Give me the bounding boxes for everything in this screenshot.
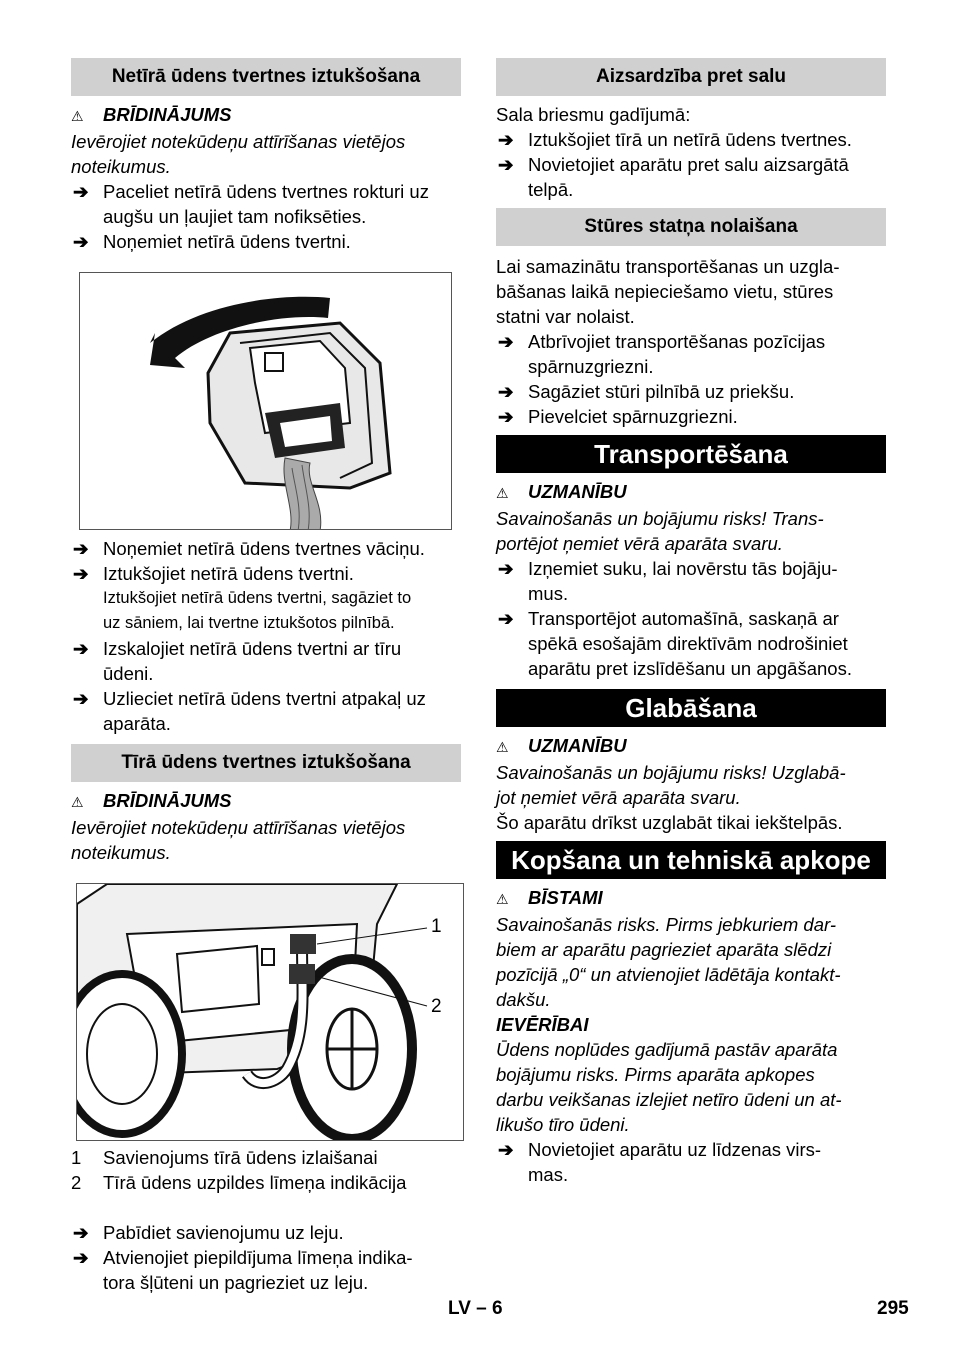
intro-text: Lai samazinātu transportēšanas un uzgla- bāšanas laikā nepieciešamo vietu, stūres statni var nolaist.	[496, 256, 840, 327]
warning-text: Ievērojiet notekūdeņu attīrīšanas vietējos noteikumus.	[71, 131, 406, 177]
step-item: ➔ Novietojiet aparātu pret salu aizsargātā telpā.	[498, 154, 849, 200]
callout-1: 1	[431, 916, 442, 937]
step-item: ➔ Uzlieciet netīrā ūdens tvertni atpakaļ uz aparāta.	[73, 688, 426, 734]
danger-label: ⚠ BĪSTAMI	[496, 885, 886, 912]
left-column	[71, 58, 461, 1295]
section-heading-steering: Stūres statņa nolaišana	[496, 208, 886, 246]
warning-text: Savainošanās un bojājumu risks! Trans- portējot ņemiet vērā aparāta svaru.	[496, 508, 824, 554]
legend-item: 2 Tīrā ūdens uzpildes līmeņa indikācija	[71, 1172, 407, 1193]
arrow-right-icon: ➔	[498, 381, 514, 402]
note-text: Iztukšojiet netīrā ūdens tvertni, sagāziet to uz sāniem, lai tvertne iztukšotos pilnībā.	[103, 589, 412, 632]
section-heading-storage: Glabāšana	[496, 689, 886, 727]
section-heading-frost: Aizsardzība pret salu	[496, 58, 886, 96]
warning-triangle-icon: ⚠	[496, 739, 509, 755]
warning-label: ⚠ UZMANĪBU	[496, 479, 886, 506]
warning-label: ⚠ BRĪDINĀJUMS	[71, 788, 461, 815]
arrow-right-icon: ➔	[498, 129, 514, 150]
arrow-right-icon: ➔	[498, 1139, 514, 1160]
section-heading-maintenance: Kopšana un tehniskā apkope	[496, 841, 886, 879]
warning-triangle-icon: ⚠	[496, 891, 509, 907]
arrow-right-icon: ➔	[73, 688, 89, 709]
step-item: ➔ Iztukšojiet netīrā ūdens tvertni.	[73, 563, 354, 584]
figure-clean-tank	[76, 883, 464, 1141]
warning-label: ⚠ BRĪDINĀJUMS	[71, 102, 461, 129]
arrow-right-icon: ➔	[73, 538, 89, 559]
right-column	[496, 58, 886, 1187]
tank-illustration	[80, 273, 452, 530]
page-number: 295	[877, 1298, 909, 1319]
warning-text: Savainošanās un bojājumu risks! Uzglabā- jot ņemiet vērā aparāta svaru.	[496, 762, 846, 808]
figure-dirty-tank-removal	[79, 272, 452, 530]
step-item: ➔ Paceliet netīrā ūdens tvertnes rokturi uz augšu un ļaujiet tam nofiksēties.	[73, 181, 429, 227]
arrow-right-icon: ➔	[498, 154, 514, 175]
danger-text: Savainošanās risks. Pirms jebkuriem dar- biem ar aparātu pagrieziet aparāta slēdzi pozīcijā „0“ un atvienojiet lādētāja kontakt- dakšu.	[496, 914, 841, 1010]
warning-text: Ievērojiet notekūdeņu attīrīšanas vietējos noteikumus.	[71, 817, 406, 863]
arrow-right-icon: ➔	[73, 181, 89, 202]
step-item: ➔ Noņemiet netīrā ūdens tvertnes vāciņu.	[73, 538, 425, 559]
step-item: ➔ Pievelciet spārnuzgriezni.	[498, 406, 738, 427]
warning-triangle-icon: ⚠	[71, 794, 84, 810]
section-heading-dirty-tank: Netīrā ūdens tvertnes iztukšošana	[71, 58, 461, 96]
arrow-right-icon: ➔	[498, 558, 514, 579]
step-item: ➔ Atvienojiet piepildījuma līmeņa indika- tora šļūteni un pagrieziet uz leju.	[73, 1247, 413, 1293]
arrow-right-icon: ➔	[498, 608, 514, 629]
arrow-right-icon: ➔	[73, 563, 89, 584]
arrow-right-icon: ➔	[498, 406, 514, 427]
section-heading-transport: Transportēšana	[496, 435, 886, 473]
arrow-right-icon: ➔	[498, 331, 514, 352]
arrow-right-icon: ➔	[73, 1222, 89, 1243]
legend-item: 1 Savienojums tīrā ūdens izlaišanai	[71, 1147, 378, 1168]
arrow-right-icon: ➔	[73, 638, 89, 659]
arrow-right-icon: ➔	[73, 1247, 89, 1268]
arrow-right-icon: ➔	[73, 231, 89, 252]
step-item: ➔ Iztukšojiet tīrā un netīrā ūdens tvertnes.	[498, 129, 852, 150]
body-text: Šo aparātu drīkst uzglabāt tikai iekštelpās.	[496, 812, 843, 833]
step-item: ➔ Novietojiet aparātu uz līdzenas virs- mas.	[498, 1139, 822, 1185]
note-text: Ūdens noplūdes gadījumā pastāv aparāta bojājumu risks. Pirms aparāta apkopes darbu veikšanas izlejiet netīro ūdeni un at- likušo tīro ūdeni.	[496, 1039, 842, 1135]
note-label: IEVĒRĪBAI	[496, 1014, 589, 1035]
warning-label: ⚠ UZMANĪBU	[496, 733, 886, 760]
step-item: ➔ Izskalojiet netīrā ūdens tvertni ar tīru ūdeni.	[73, 638, 402, 684]
step-item: ➔ Noņemiet netīrā ūdens tvertni.	[73, 231, 351, 252]
step-item: ➔ Sagāziet stūri pilnībā uz priekšu.	[498, 381, 795, 402]
intro-text: Sala briesmu gadījumā:	[496, 104, 691, 125]
step-item: ➔ Pabīdiet savienojumu uz leju.	[73, 1222, 344, 1243]
step-item: ➔ Transportējot automašīnā, saskaņā ar spēkā esošajām direktīvām nodrošiniet aparātu pret izslīdēšanu un apgāšanos.	[498, 608, 852, 679]
footer-section-label: LV – 6	[448, 1298, 503, 1319]
callout-2: 2	[431, 996, 442, 1017]
step-item: ➔ Atbrīvojiet transportēšanas pozīcijas spārnuzgriezni.	[498, 331, 826, 377]
warning-triangle-icon: ⚠	[71, 108, 84, 124]
step-item: ➔ Izņemiet suku, lai novērstu tās bojāju- mus.	[498, 558, 838, 604]
section-heading-clean-tank: Tīrā ūdens tvertnes iztukšošana	[71, 744, 461, 782]
machine-illustration	[77, 884, 464, 1141]
warning-triangle-icon: ⚠	[496, 485, 509, 501]
